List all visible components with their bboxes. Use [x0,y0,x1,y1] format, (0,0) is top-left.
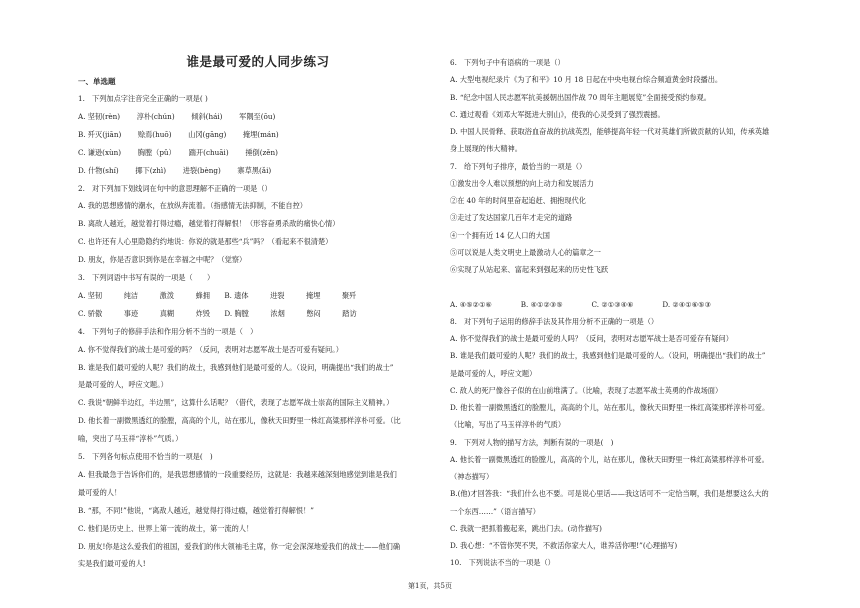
left-line: D. 朋友，你是否意识到你是在幸福之中呢？（觉察） [78,255,247,265]
right-line: 身上展现的伟大精神。 [450,144,522,154]
right-line: ④一个拥有近 14 亿人口的大国 [450,230,550,240]
left-line: 2. 对下列加下划线词在句中的意思理解不正确的一项是（） [78,183,272,193]
left-line: C. 他们是历史上、世界上第一流的战士，第一流的人！ [78,523,254,533]
left-line: 1. 下列加点字注音完全正确的一项是( ) [78,94,208,103]
left-line: A. 坚韧(rèn) 淳朴(chún) 倾斜(hái) 军隅至(ōu) [78,111,276,121]
left-line: 实是我们最可爱的人! [78,559,146,569]
right-line: ①激发出令人难以预想的向上动力和发展活力 [450,178,594,188]
left-line: A. 我的思想感情的潮水，在放纵奔流着。（指感情无法抑制，不能自控） [78,201,307,211]
left-line: C. 也许还有人心里隐隐约约地说：你说的就是那些“兵”吗？（看起来不很清楚） [78,237,333,247]
page-title: 谁是最可爱的人同步练习 [186,54,330,69]
left-line: C. 我说“朝鲜半边红，半边黑”，这算什么话呢？（借代，表现了志愿军战士崇高的国际主义精神。） [78,398,394,408]
left-line: 5. 下列各句标点使用不恰当的一项是( ) [78,452,213,461]
left-line: 是最可爱的人，呼应文题。） [78,380,168,390]
right-line: C. 通过观看《刘邓大军挺进大别山》，使我的心灵受到了强烈震撼。 [450,109,665,119]
left-line: D. 朋友!你是这么爱我们的祖国，爱我们的伟大领袖毛主席，你一定会深深地爱我们的战士——他们确 [78,541,401,551]
right-line: A. ④⑤②①⑥ B. ④①②③⑤ C. ②①③④⑥ D. ②④①⑥⑤③ [450,299,712,309]
left-line: 3. 下列词语中书写有误的一项是（ ） [78,273,215,282]
right-line: ③走过了发达国家几百年才走完的道路 [450,213,573,223]
left-line: B. 谁是我们最可爱的人呢？我们的战士，我感到他们是最可爱的人。（设问，明确提出“我们的战士” [78,362,394,372]
left-line: C. 骄傲 事迹 真糊 炸毁 D. 胸膛 浓烟 憋闷 踏访 [78,308,357,318]
right-line: A. 你不觉得我们的战士是最可爱的人吗？（反问，表明对志愿军战士是否可爱存有疑问） [450,334,733,343]
right-line: 8. 对下列句子运用的修辞手法及其作用分析不正确的一项是（） [450,316,659,326]
left-line: A. 但我最急于告诉你们的，是我思想感情的一段重要经历，这就是：我越来越深刻地感觉到谁是我们 [78,469,397,479]
right-line: C. 敌人的死尸像谷子似的在山前堆满了。（比喻，表现了志愿军战士英勇的作战场面） [450,385,723,395]
page-footer: 第1页，共5页 [408,582,452,590]
right-line: 9. 下列对人物的描写方法，判断有误的一项是( ) [450,437,614,447]
right-line: B.(他)才回答我：“我们什么也不要。可是说心里话——我这话可不一定恰当啊，我们是想要这么大的 [450,489,769,499]
left-line: B. 离敌人越近，越觉着打得过瘾，越觉着打得解恨！（形容奋勇杀敌的痛快心情） [78,219,340,229]
left-line: D. 他长着一副微黑透红的脸膛，高高的个儿，站在那儿，像秋天田野里一株红高粱那样淳朴可爱。（比 [78,416,401,426]
left-line: 喻，突出了马玉祥“淳朴”气质。） [78,434,183,444]
right-line: ⑤可以说是人类文明史上最激动人心的篇章之一 [450,247,601,257]
right-line: D. 中国人民骨释、获取浴血奋战的抗战英烈，能够提高年轻一代对英雄们所做贡献的认知，传承英雄 [450,127,770,136]
left-line: C. 谦逊(xùn) 胸膛（pǔ） 踹开(chuāi) 捶倒(zěn) [78,147,278,157]
left-line: D. 什物(shí) 揶下(zhì) 进裂(bèng) 寨草黑(ǎi) [78,165,272,175]
right-line: B. “纪念中国人民志愿军抗美援朝出国作战 70 周年主题展览”全面接受预约参观。 [450,92,711,102]
left-line: B. 歼灭(jiān) 赊焉(huō) 山冈(gāng) 掩埋(mán) [78,129,279,139]
left-line: 最可爱的人！ [78,487,122,497]
right-line: 7. 给下列句子排序，最恰当的一项是（） [450,161,587,171]
right-line: 一个东西……”（语言描写） [450,506,540,516]
right-line: （神态描写） [450,472,494,481]
right-line: ②在 40 年的时间里奋起追赶、拥抱现代化 [450,196,586,205]
right-line: 6. 下列句子中有语病的一项是（） [450,58,565,67]
right-line: D. 他长着一副微黑透红的脸膛儿，高高的个儿，站在那儿，像秋天田野里一株红高粱那样淳朴可爱。 [450,403,770,412]
right-line: （比喻，写出了马玉祥淳朴的气质） [450,420,566,430]
right-line: 是最可爱的人，呼应文题） [450,368,537,378]
left-line: A. 坚韧 纯洁 激泼 蜂拥 B. 遗体 进裂 掩埋 聚歼 [78,290,357,300]
right-line: D. 我心想：“不管你哭不哭，不救活你家大人，谁养活你哩!”(心理描写) [450,541,678,550]
right-line: ⑥实现了从站起来、富起来到强起来的历史性飞跃 [450,265,609,274]
right-line: A. 大型电视纪录片《为了和平》10 月 18 日起在中央电视台综合频道黄金时段播出。 [450,75,723,85]
section-heading: 一、单选题 [78,77,116,86]
right-line: 10. 下列说法不当的一项是（） [450,558,555,568]
right-line: B. 谁是我们最可爱的人呢？我们的战士，我感到他们是最可爱的人。（设问，明确提出“我们的战士” [450,351,766,361]
left-line: A. 你不觉得我们的战士是可爱的吗？（反问，表明对志愿军战士是否可爱有疑问。） [78,344,343,354]
left-line: B. “那，不同!”他说，“离敌人越近，越觉得打得过瘾，越觉着打得解恨！” [78,505,314,515]
right-line: C. 我就一把抓着搬起来，跳出门去。(动作描写) [450,523,602,533]
right-line: A. 他长着一副微黑透红的脸膛儿，高高的个儿，站在那儿，像秋天田野里一株红高粱那样淳朴可爱。 [450,454,769,464]
left-line: 4. 下列句子的修辞手法和作用分析不当的一项是（ ） [78,326,258,336]
